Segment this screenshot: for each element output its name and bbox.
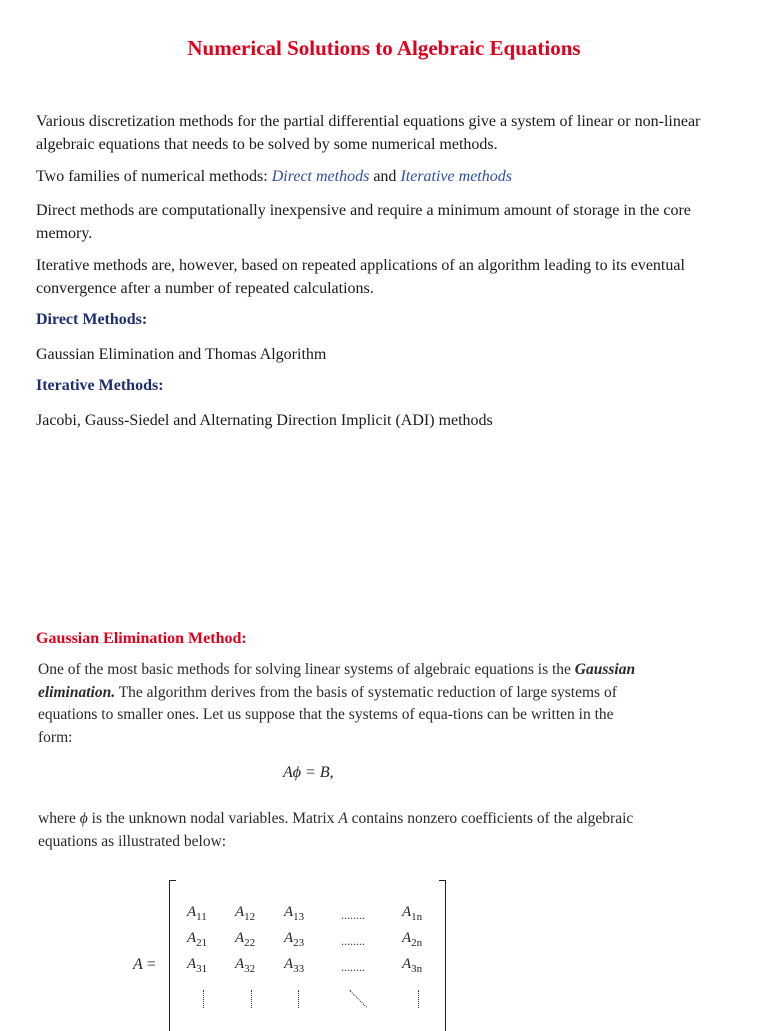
cell-var: A (284, 956, 294, 972)
matrix-vdots-col1 (203, 990, 205, 1008)
matrix-hdots-row1: ........ (341, 908, 365, 922)
matrix-cell-22 (235, 930, 255, 949)
cell-sub: 32 (244, 963, 256, 975)
matrix-right-bracket (439, 880, 446, 1031)
cell-sub: 1n (411, 911, 423, 923)
direct-methods-body: Gaussian Elimination and Thomas Algorithm (36, 346, 327, 363)
cell-sub: 23 (293, 937, 305, 949)
cell-sub: 21 (196, 937, 208, 949)
matrix-label (133, 956, 156, 974)
cell-var: A (284, 904, 294, 920)
matrix-cell-31 (187, 956, 207, 975)
intro-paragraph-4: Iterative methods are, however, based on repeated applications of an algorithm leading to its eventual convergence after a number of repeated calculations. (36, 257, 685, 297)
matrix-a-symbol: A (338, 810, 348, 827)
cell-sub: 13 (293, 911, 305, 923)
matrix-vdots-col3 (298, 990, 300, 1008)
matrix-cell-3n (402, 956, 422, 975)
gaussian-term: Gaussian elimination. (38, 661, 636, 701)
cell-var: A (187, 930, 197, 946)
matrix-hdots-row3: ........ (341, 960, 365, 974)
cell-var: A (402, 904, 412, 920)
intro-paragraph-1: Various discretization methods for the partial differential equations give a system of linear or non-linear algebraic equations that needs to be solved by some numerical methods. (36, 113, 701, 153)
iterative-methods-term: Iterative methods (400, 168, 512, 185)
gaussian-paragraph-1 (38, 659, 638, 749)
equation-a-phi-b: Aϕ = B, (283, 764, 334, 781)
matrix-cell-21 (187, 930, 207, 949)
intro-paragraph-2 (36, 165, 736, 188)
intro-paragraph-3: Direct methods are computationally inexpensive and require a minimum amount of storage in the core memory. (36, 202, 691, 242)
gaussian-text-a: One of the most basic methods for solving linear systems of algebraic equations is the (38, 661, 575, 678)
where-text: where (38, 810, 80, 827)
gaussian-heading: Gaussian Elimination Method: (36, 630, 247, 647)
matrix-left-bracket (169, 880, 176, 1031)
matrix-cell-13 (284, 904, 304, 923)
matrix-label-eq: = (142, 956, 156, 973)
direct-methods-heading: Direct Methods: (36, 311, 148, 328)
cell-var: A (187, 904, 197, 920)
coefficients-text: contains nonzero coefficients of the algebraic equations as illustrated below: (38, 810, 634, 850)
families-prefix: Two families of numerical methods: (36, 168, 272, 185)
direct-methods-term: Direct methods (271, 168, 370, 185)
matrix-cell-1n (402, 904, 422, 923)
cell-sub: 22 (244, 937, 256, 949)
cell-var: A (235, 956, 245, 972)
cell-sub: 11 (196, 911, 207, 923)
cell-var: A (187, 956, 197, 972)
cell-sub: 2n (411, 937, 423, 949)
gaussian-paragraph-2 (38, 808, 638, 853)
families-and: and (369, 168, 401, 185)
cell-var: A (235, 930, 245, 946)
cell-sub: 31 (196, 963, 208, 975)
matrix-cell-33 (284, 956, 304, 975)
matrix-vdots-coln (418, 990, 420, 1008)
unknown-text: is the unknown nodal variables. Matrix (87, 810, 339, 827)
matrix-cell-23 (284, 930, 304, 949)
matrix-cell-32 (235, 956, 255, 975)
cell-sub: 12 (244, 911, 256, 923)
matrix-label-var: A (133, 956, 143, 973)
iterative-methods-heading: Iterative Methods: (36, 377, 164, 394)
matrix-vdots-col2 (251, 990, 253, 1008)
matrix-hdots-row2: ........ (341, 934, 365, 948)
matrix-diagonal-dots (349, 990, 367, 1008)
cell-sub: 3n (411, 963, 423, 975)
phi-symbol: ϕ (79, 810, 88, 827)
cell-sub: 33 (293, 963, 305, 975)
iterative-methods-body: Jacobi, Gauss-Siedel and Alternating Direction Implicit (ADI) methods (36, 412, 493, 429)
matrix-cell-12 (235, 904, 255, 923)
cell-var: A (402, 956, 412, 972)
matrix-cell-2n (402, 930, 422, 949)
matrix-cell-11 (187, 904, 207, 923)
gaussian-text-c: The algorithm derives from the basis of systematic reduction of large systems of equations to smaller ones. Let us suppose that the systems of equa-tions can be written in the form: (38, 683, 617, 746)
cell-var: A (284, 930, 294, 946)
cell-var: A (402, 930, 412, 946)
page-title: Numerical Solutions to Algebraic Equations (187, 36, 581, 60)
cell-var: A (235, 904, 245, 920)
